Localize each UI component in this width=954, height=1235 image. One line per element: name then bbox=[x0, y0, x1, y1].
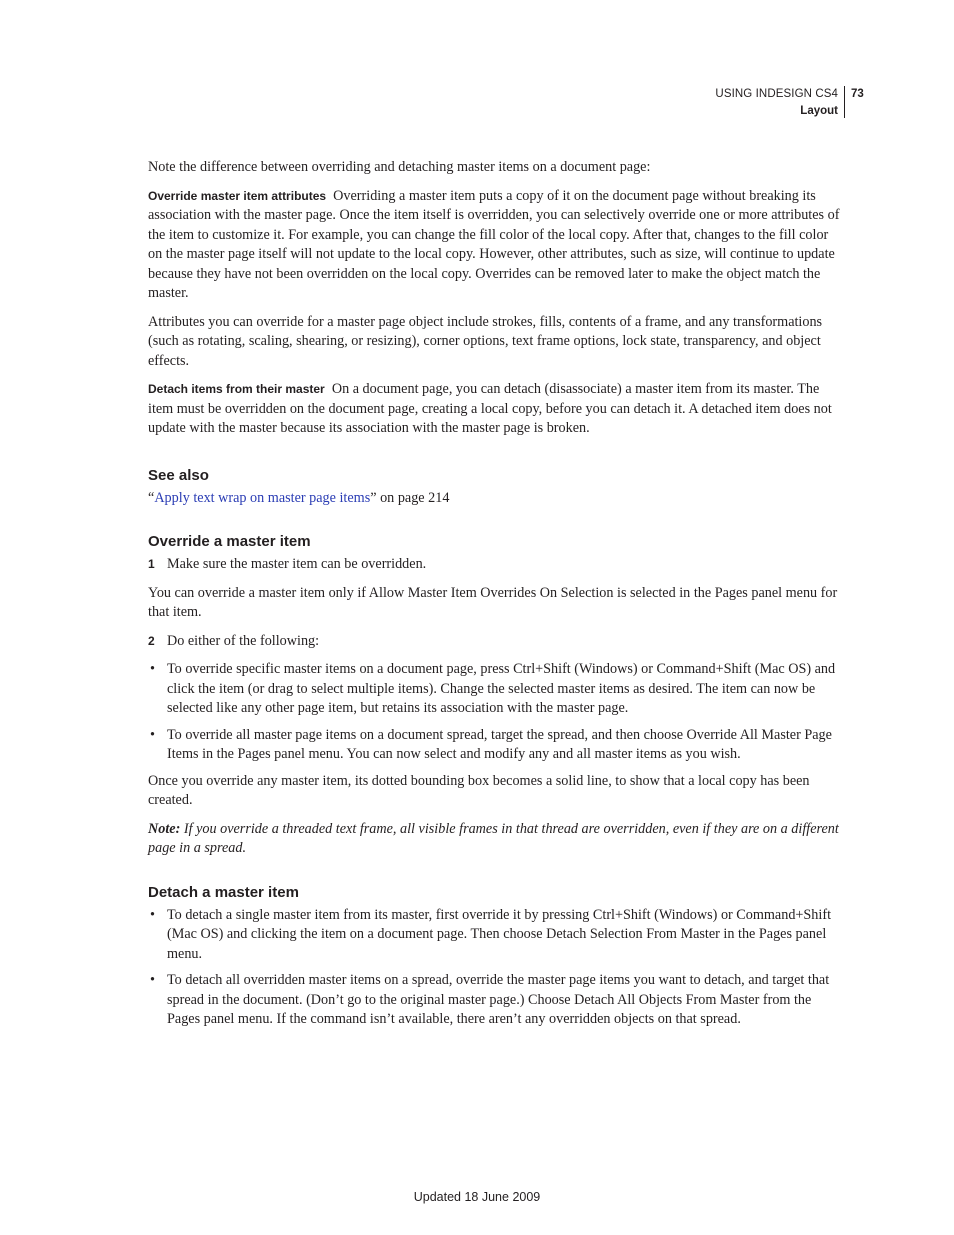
page-body bbox=[148, 158, 840, 1037]
header-divider bbox=[844, 86, 845, 118]
after-override-paragraph: Once you override any master item, its dotted bounding box becomes a solid line, to show that a local copy has been created. bbox=[148, 772, 810, 808]
intro-paragraph: Note the difference between overriding and detaching master items on a document page: bbox=[148, 159, 651, 175]
bullet-text: To override specific master items on a document page, press Ctrl+Shift (Windows) or Command+Shift (Mac OS) and click the item (or drag to select multiple items). Change the selected master items as desired. The item can now be selected like any other page item, but retains its association with the master page. bbox=[167, 661, 836, 716]
step-1-text: Make sure the master item can be overridden. bbox=[167, 556, 427, 572]
bullet-text: To detach a single master item from its master, first override it by pressing Ctrl+Shift (Windows) or Command+Shift (Mac OS) and clicking the item on a document page. Then choose Detach Selection From Master in the Pages panel menu. bbox=[167, 906, 832, 962]
book-title: USING INDESIGN CS4 bbox=[715, 88, 838, 100]
running-header bbox=[715, 86, 838, 120]
note-paragraph bbox=[148, 820, 840, 859]
bullet-icon: • bbox=[150, 726, 155, 743]
list-item bbox=[148, 660, 840, 719]
note-label: Note: bbox=[148, 820, 181, 837]
override-attributes-text: Overriding a master item puts a copy of it on the document page without breaking its association with the master page. Once the item itself is overridden, you can selectively override one or more attributes of the item to customize it. For example, you can change the fill color of the local copy. After that, changes to the fill color on the master page itself will not update to the local copy. However, other attributes, such as size, will continue to update because they have not been overridden on the local copy. Overrides can be removed later to make the object match the master. bbox=[148, 187, 840, 301]
detach-items-text: On a document page, you can detach (disassociate) a master item from its master. The item must be overridden on the document page, creating a local copy, before you can detach it. A detached item does not update with the master because its association with the master page is broken. bbox=[148, 381, 832, 436]
bullet-text: To detach all overridden master items on a spread, override the master page items you want to detach, and target that spread in the document. (Don’t go to the original master page.) Choose Detach All Objects From Master from the Pages panel menu. If the command isn’t available, there aren’t any overridden objects on that spread. bbox=[167, 972, 830, 1027]
attributes-paragraph: Attributes you can override for a master page object include strokes, fills, contents of a frame, and any transformations (such as rotating, scaling, shearing, or resizing), corner options, text frame options, lock state, transparency, and object effects. bbox=[148, 313, 823, 369]
section-name: Layout bbox=[800, 105, 838, 117]
list-item bbox=[148, 971, 840, 1030]
open-quote: “ bbox=[148, 489, 155, 506]
detach-items-paragraph bbox=[148, 380, 840, 439]
text-wrap-link[interactable]: Apply text wrap on master page items bbox=[154, 489, 371, 506]
override-attributes-term: Override master item attributes bbox=[148, 188, 327, 203]
list-item bbox=[148, 906, 840, 965]
page-number: 73 bbox=[851, 88, 864, 100]
step-2-number: 2 bbox=[148, 633, 155, 648]
detach-heading: Detach a master item bbox=[148, 883, 299, 901]
list-item bbox=[148, 726, 840, 765]
override-attributes-paragraph bbox=[148, 187, 840, 304]
override-heading: Override a master item bbox=[148, 533, 311, 550]
bullet-icon: • bbox=[150, 906, 155, 923]
step-1 bbox=[148, 555, 840, 575]
bullet-icon: • bbox=[150, 661, 155, 677]
step-1-number: 1 bbox=[148, 557, 155, 571]
reference-suffix: ” on page 214 bbox=[370, 489, 450, 506]
see-also-heading: See also bbox=[148, 466, 209, 484]
see-also-reference bbox=[148, 489, 840, 509]
override-condition-paragraph: You can override a master item only if Allow Master Item Overrides On Selection is selected in the Pages panel menu for that item. bbox=[148, 584, 838, 620]
page-footer: Updated 18 June 2009 bbox=[413, 1190, 541, 1204]
detach-items-term: Detach items from their master bbox=[148, 382, 325, 396]
bullet-text: To override all master page items on a document spread, target the spread, and then choose Override All Master Page Items in the Pages panel menu. You can now select and modify any and all master items as you wish. bbox=[167, 726, 832, 762]
step-2 bbox=[148, 632, 840, 652]
note-text: If you override a threaded text frame, all visible frames in that thread are overridden, even if they are on a different page in a spread. bbox=[148, 820, 839, 856]
step-2-text: Do either of the following: bbox=[167, 632, 320, 649]
bullet-icon: • bbox=[150, 972, 155, 988]
